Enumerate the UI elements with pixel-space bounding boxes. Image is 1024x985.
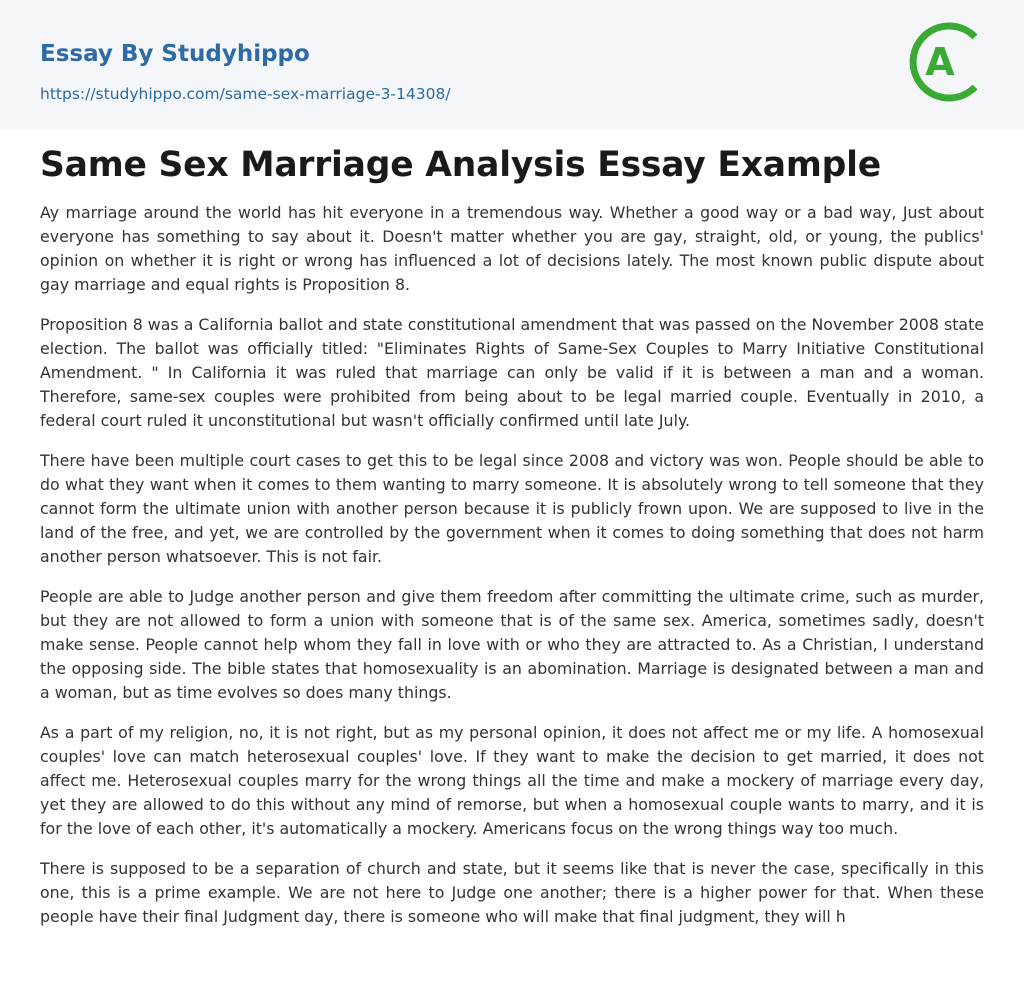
- logo-letter: A: [925, 40, 955, 84]
- site-brand[interactable]: Essay By Studyhippo: [40, 41, 310, 67]
- essay-paragraph: People are able to Judge another person and give them freedom after committing the ultimate crime, such as murder, but they are not allowed to form a union with someone that is of the same sex. America, sometimes sadly, doesn't make sense. People cannot help whom they fall in love with or who they are attracted to. As a Christian, I understand the opposing side. The bible states that homosexuality is an abomination. Marriage is designated between a man and a woman, but as time evolves so does many things.: [40, 587, 984, 702]
- source-url-link[interactable]: https://studyhippo.com/same-sex-marriage-3-14308/: [40, 85, 451, 103]
- essay-paragraph: There have been multiple court cases to get this to be legal since 2008 and victory was won. People should be able to do what they want when it comes to them wanting to marry someone. It is absolutely wrong to tell someone that they cannot form the ultimate union with another person because it is publicly frown upon. We are supposed to live in the land of the free, and yet, we are controlled by the government when it comes to doing something that does not harm another person whatsoever. This is not fair.: [40, 451, 984, 566]
- essay-paragraph: Ay marriage around the world has hit everyone in a tremendous way. Whether a good way or a bad way, Just about everyone has something to say about it. Doesn't matter whether you are gay, straight, old, or young, the publics' opinion on whether it is right or wrong has influenced a lot of decisions lately. The most known public dispute about gay marriage and equal rights is Proposition 8.: [40, 203, 984, 294]
- studyhippo-logo-icon[interactable]: [905, 19, 989, 105]
- essay-body: [40, 201, 984, 945]
- essay-paragraph: There is supposed to be a separation of church and state, but it seems like that is never the case, specifically in this one, this is a prime example. We are not here to Judge one another; there is a higher power for that. When these people have their final Judgment day, there is someone who will make that final judgment, they will h: [40, 859, 984, 926]
- page-title: Same Sex Marriage Analysis Essay Example: [40, 145, 881, 185]
- essay-paragraph: As a part of my religion, no, it is not right, but as my personal opinion, it does not affect me or my life. A homosexual couples' love can match heterosexual couples' love. If they want to make the decision to get married, it does not affect me. Heterosexual couples marry for the wrong things all the time and make a mockery of marriage every day, yet they are allowed to do this without any mind of remorse, but when a homosexual couple wants to marry, and it is for the love of each other, it's automatically a mockery. Americans focus on the wrong things way too much.: [40, 723, 984, 838]
- site-header: [0, 0, 1024, 129]
- essay-paragraph: Proposition 8 was a California ballot and state constitutional amendment that was passed on the November 2008 state election. The ballot was officially titled: "Eliminates Rights of Same-Sex Couples to Marry Initiative Constitutional Amendment. " In California it was ruled that marriage can only be valid if it is between a man and a woman. Therefore, same-sex couples were prohibited from being about to be legal married couple. Eventually in 2010, a federal court ruled it unconstitutional but wasn't officially confirmed until late July.: [40, 315, 984, 430]
